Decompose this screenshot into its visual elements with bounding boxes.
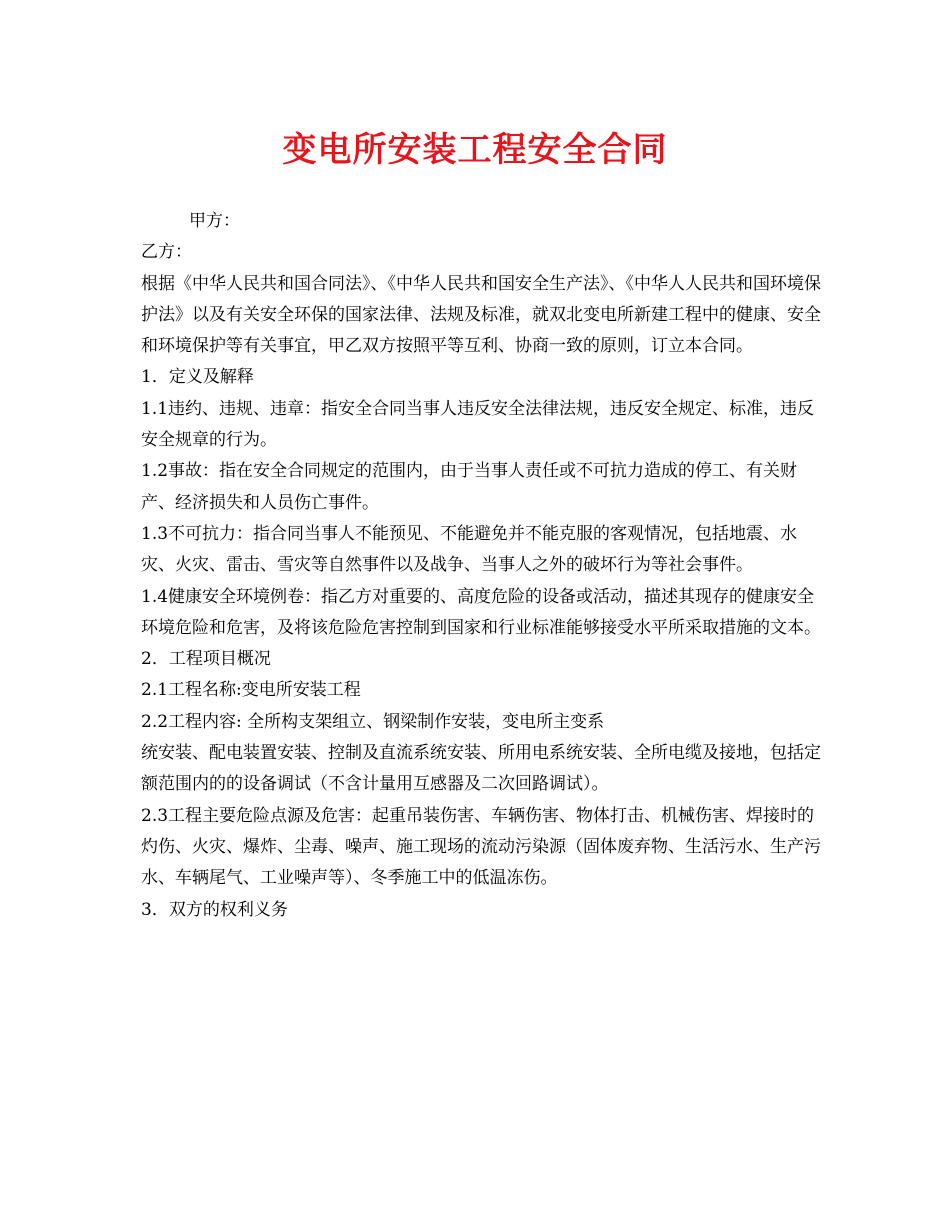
- clause-1-1: 1.1违约、违规、违章：指安全合同当事人违反安全法律法规，违反安全规定、标准，违反安全规章的行为。: [141, 398, 815, 451]
- document-body: [141, 206, 831, 926]
- document-title: 变电所安装工程安全合同: [282, 130, 668, 170]
- clause-2-3: 2.3工程主要危险点源及危害：起重吊装伤害、车辆伤害、物体打击、机械伤害、焊接时的灼伤、火灾、爆炸、尘毒、噪声、施工现场的流动污染源（固体废弃物、生活污水、生产污水、车辆尾气、工业噪声等）、冬季施工中的低温冻伤。: [141, 805, 821, 889]
- party-b-line: 乙方：: [141, 242, 192, 263]
- section-heading-2: 2．工程项目概况: [141, 649, 271, 670]
- clause-1-4: 1.4健康安全环境例卷：指乙方对重要的、高度危险的设备或活动，描述其现存的健康安全环境危险和危害，及将该危险危害控制到国家和行业标准能够接受水平所采取措施的文本。: [141, 586, 821, 638]
- clause-2-2-line-1: 2.2工程内容: 全所构支架组立、钢梁制作安装，变电所主变系: [141, 711, 605, 732]
- section-heading-1: 1．定义及解释: [141, 367, 254, 388]
- clause-2-1: 2.1工程名称:变电所安装工程: [141, 680, 361, 701]
- section-heading-3: 3．双方的权利义务: [141, 899, 288, 920]
- clause-1-2: 1.2事故：指在安全合同规定的范围内，由于当事人责任或不可抗力造成的停工、有关财产、经济损失和人员伤亡事件。: [141, 461, 798, 513]
- clause-1-3: 1.3不可抗力：指合同当事人不能预见、不能避免并不能克服的客观情况，包括地震、水灾、火灾、雷击、雪灾等自然事件以及战争、当事人之外的破坏行为等社会事件。: [141, 523, 798, 576]
- party-a-line: 甲方：: [189, 211, 240, 231]
- clause-2-2-continuation: 统安装、配电装置安装、控制及直流系统安装、所用电系统安装、全所电缆及接地，包括定额范围内的的设备调试（不含计量用互感器及二次回路调试）。: [141, 743, 821, 795]
- preamble-paragraph: 根据《中华人民共和国合同法》、《中华人民共和国安全生产法》、《中华人人民共和国环境保护法》以及有关安全环保的国家法律、法规及标准，就双北变电所新建工程中的健康、安全和环境保护等有关事宜，甲乙双方按照平等互利、协商一致的原则，订立本合同。: [141, 273, 821, 357]
